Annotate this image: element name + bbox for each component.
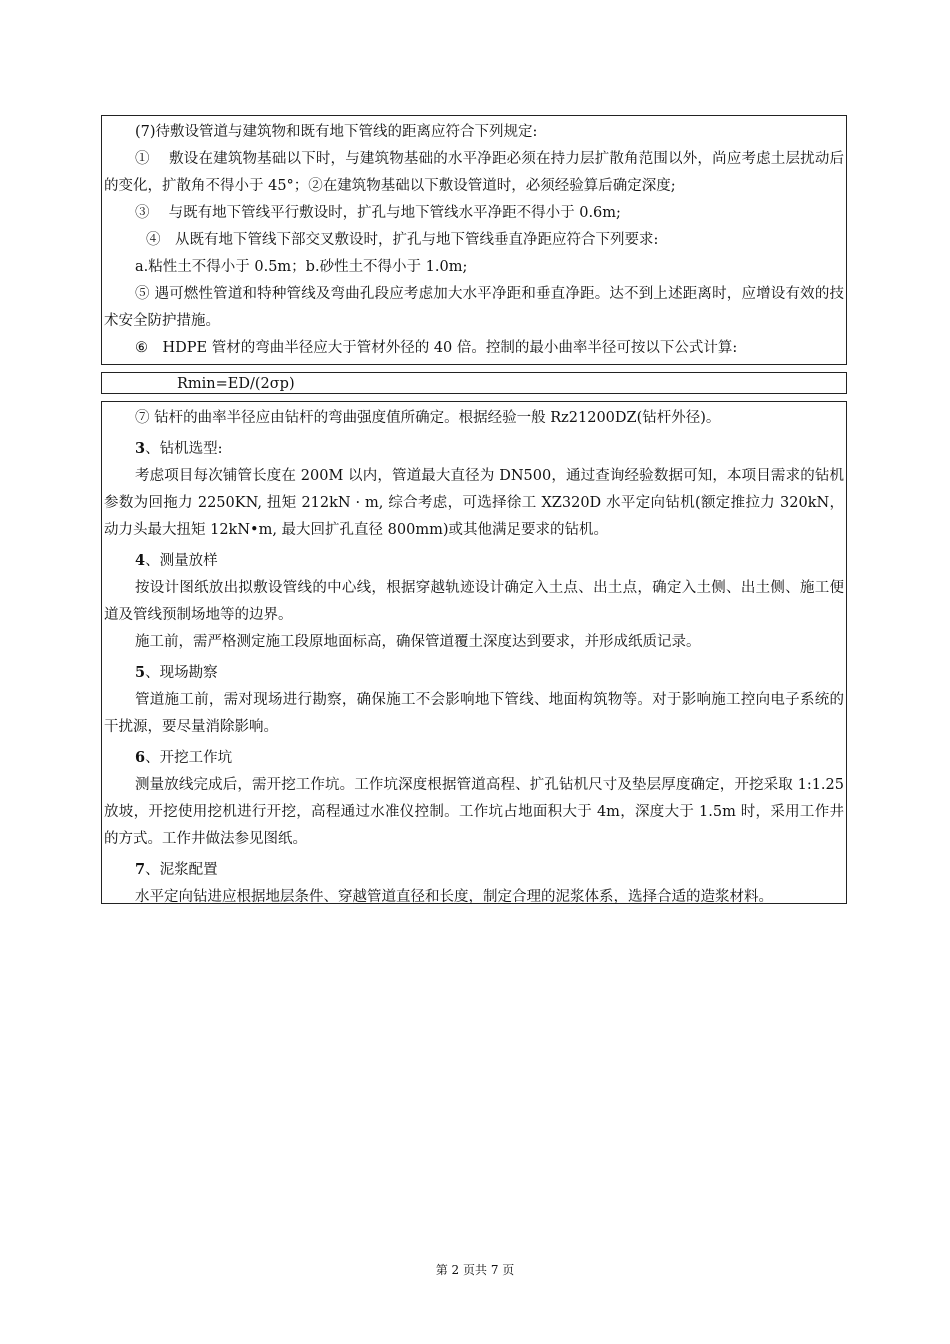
- mud-config-text: 水平定向钻进应根据地层条件、穿越管道直径和长度，制定合理的泥浆体系，选择合适的造浆材料。: [135, 889, 773, 905]
- rule-soil-limits: a.粘性土不得小于 0.5m；b.砂性土不得小于 1.0m;: [135, 259, 468, 275]
- drill-selection-text: 考虑项目每次铺管长度在 200M 以内，管道最大直径为 DN500，通过查询经验数据可知，本项目需求的钻机参数为回拖力 2250KN, 扭矩 212kN · m, 综合考虑，可选择徐工 XZ320D 水平定向钻机(额定推拉力 320kN，动力头最大扭矩 12kN•m, 最大回扩孔直径 800mm)或其他满足要求的钻机。: [104, 468, 844, 538]
- min-radius-formula: Rmin=ED/(2σp): [177, 376, 295, 392]
- work-pit-text: 测量放线完成后，需开挖工作坑。工作坑深度根据管道高程、扩孔钻机尺寸及垫层厚度确定，开挖采取 1:1.25 放坡，开挖使用挖机进行开挖，高程通过水准仪控制。工作坑占地面积大于 4m，深度大于 1.5m 时，采用工作井的方式。工作井做法参见图纸。: [104, 777, 844, 847]
- rule-item-4: ④ 从既有地下管线下部交叉敷设时，扩孔与地下管线垂直净距应符合下列要求:: [146, 232, 659, 248]
- heading-drill-selection: 3、钻机选型:: [135, 440, 223, 457]
- site-survey-text: 管道施工前，需对现场进行勘察，确保施工不会影响地下管线、地面构筑物等。对于影响施工控向电子系统的干扰源，要尽量消除影响。: [104, 692, 844, 735]
- formula-box: [101, 372, 847, 394]
- rule-7-intro: (7)待敷设管道与建筑物和既有地下管线的距离应符合下列规定:: [135, 124, 538, 140]
- page-number: 第 2 页共 7 页: [435, 1263, 515, 1277]
- heading-mud-config: 7、泥浆配置: [135, 861, 218, 878]
- clearance-rules-box: [101, 115, 847, 365]
- rule-item-1: ① 敷设在建筑物基础以下时，与建筑物基础的水平净距必须在持力层扩散角范围以外，尚应考虑土层扰动后的变化，扩散角不得小于 45°；②在建筑物基础以下敷设管道时，必须经验算后确定深度;: [104, 151, 844, 194]
- rule-item-5: ⑤ 遇可燃性管道和特种管线及弯曲孔段应考虑加大水平净距和垂直净距。达不到上述距离时，应增设有效的技术安全防护措施。: [104, 286, 844, 329]
- rule-item-6: ⑥ HDPE 管材的弯曲半径应大于管材外径的 40 倍。控制的最小曲率半径可按以下公式计算:: [135, 340, 738, 356]
- heading-site-survey: 5、现场勘察: [135, 664, 218, 681]
- survey-elevation-text: 施工前，需严格测定施工段原地面标高，确保管道覆土深度达到要求，并形成纸质记录。: [135, 634, 701, 650]
- rule-item-3: ③ 与既有地下管线平行敷设时，扩孔与地下管线水平净距不得小于 0.6m;: [135, 205, 621, 221]
- heading-survey-layout: 4、测量放样: [135, 552, 218, 569]
- heading-work-pit: 6、开挖工作坑: [135, 749, 233, 766]
- rule-item-7: ⑦ 钻杆的曲率半径应由钻杆的弯曲强度值所确定。根据经验一般 Rz21200DZ(钻杆外径)。: [135, 410, 721, 426]
- survey-layout-text: 按设计图纸放出拟敷设管线的中心线，根据穿越轨迹设计确定入土点、出土点，确定入土侧、出土侧、施工便道及管线预制场地等的边界。: [104, 580, 844, 623]
- construction-steps-box: [101, 401, 847, 904]
